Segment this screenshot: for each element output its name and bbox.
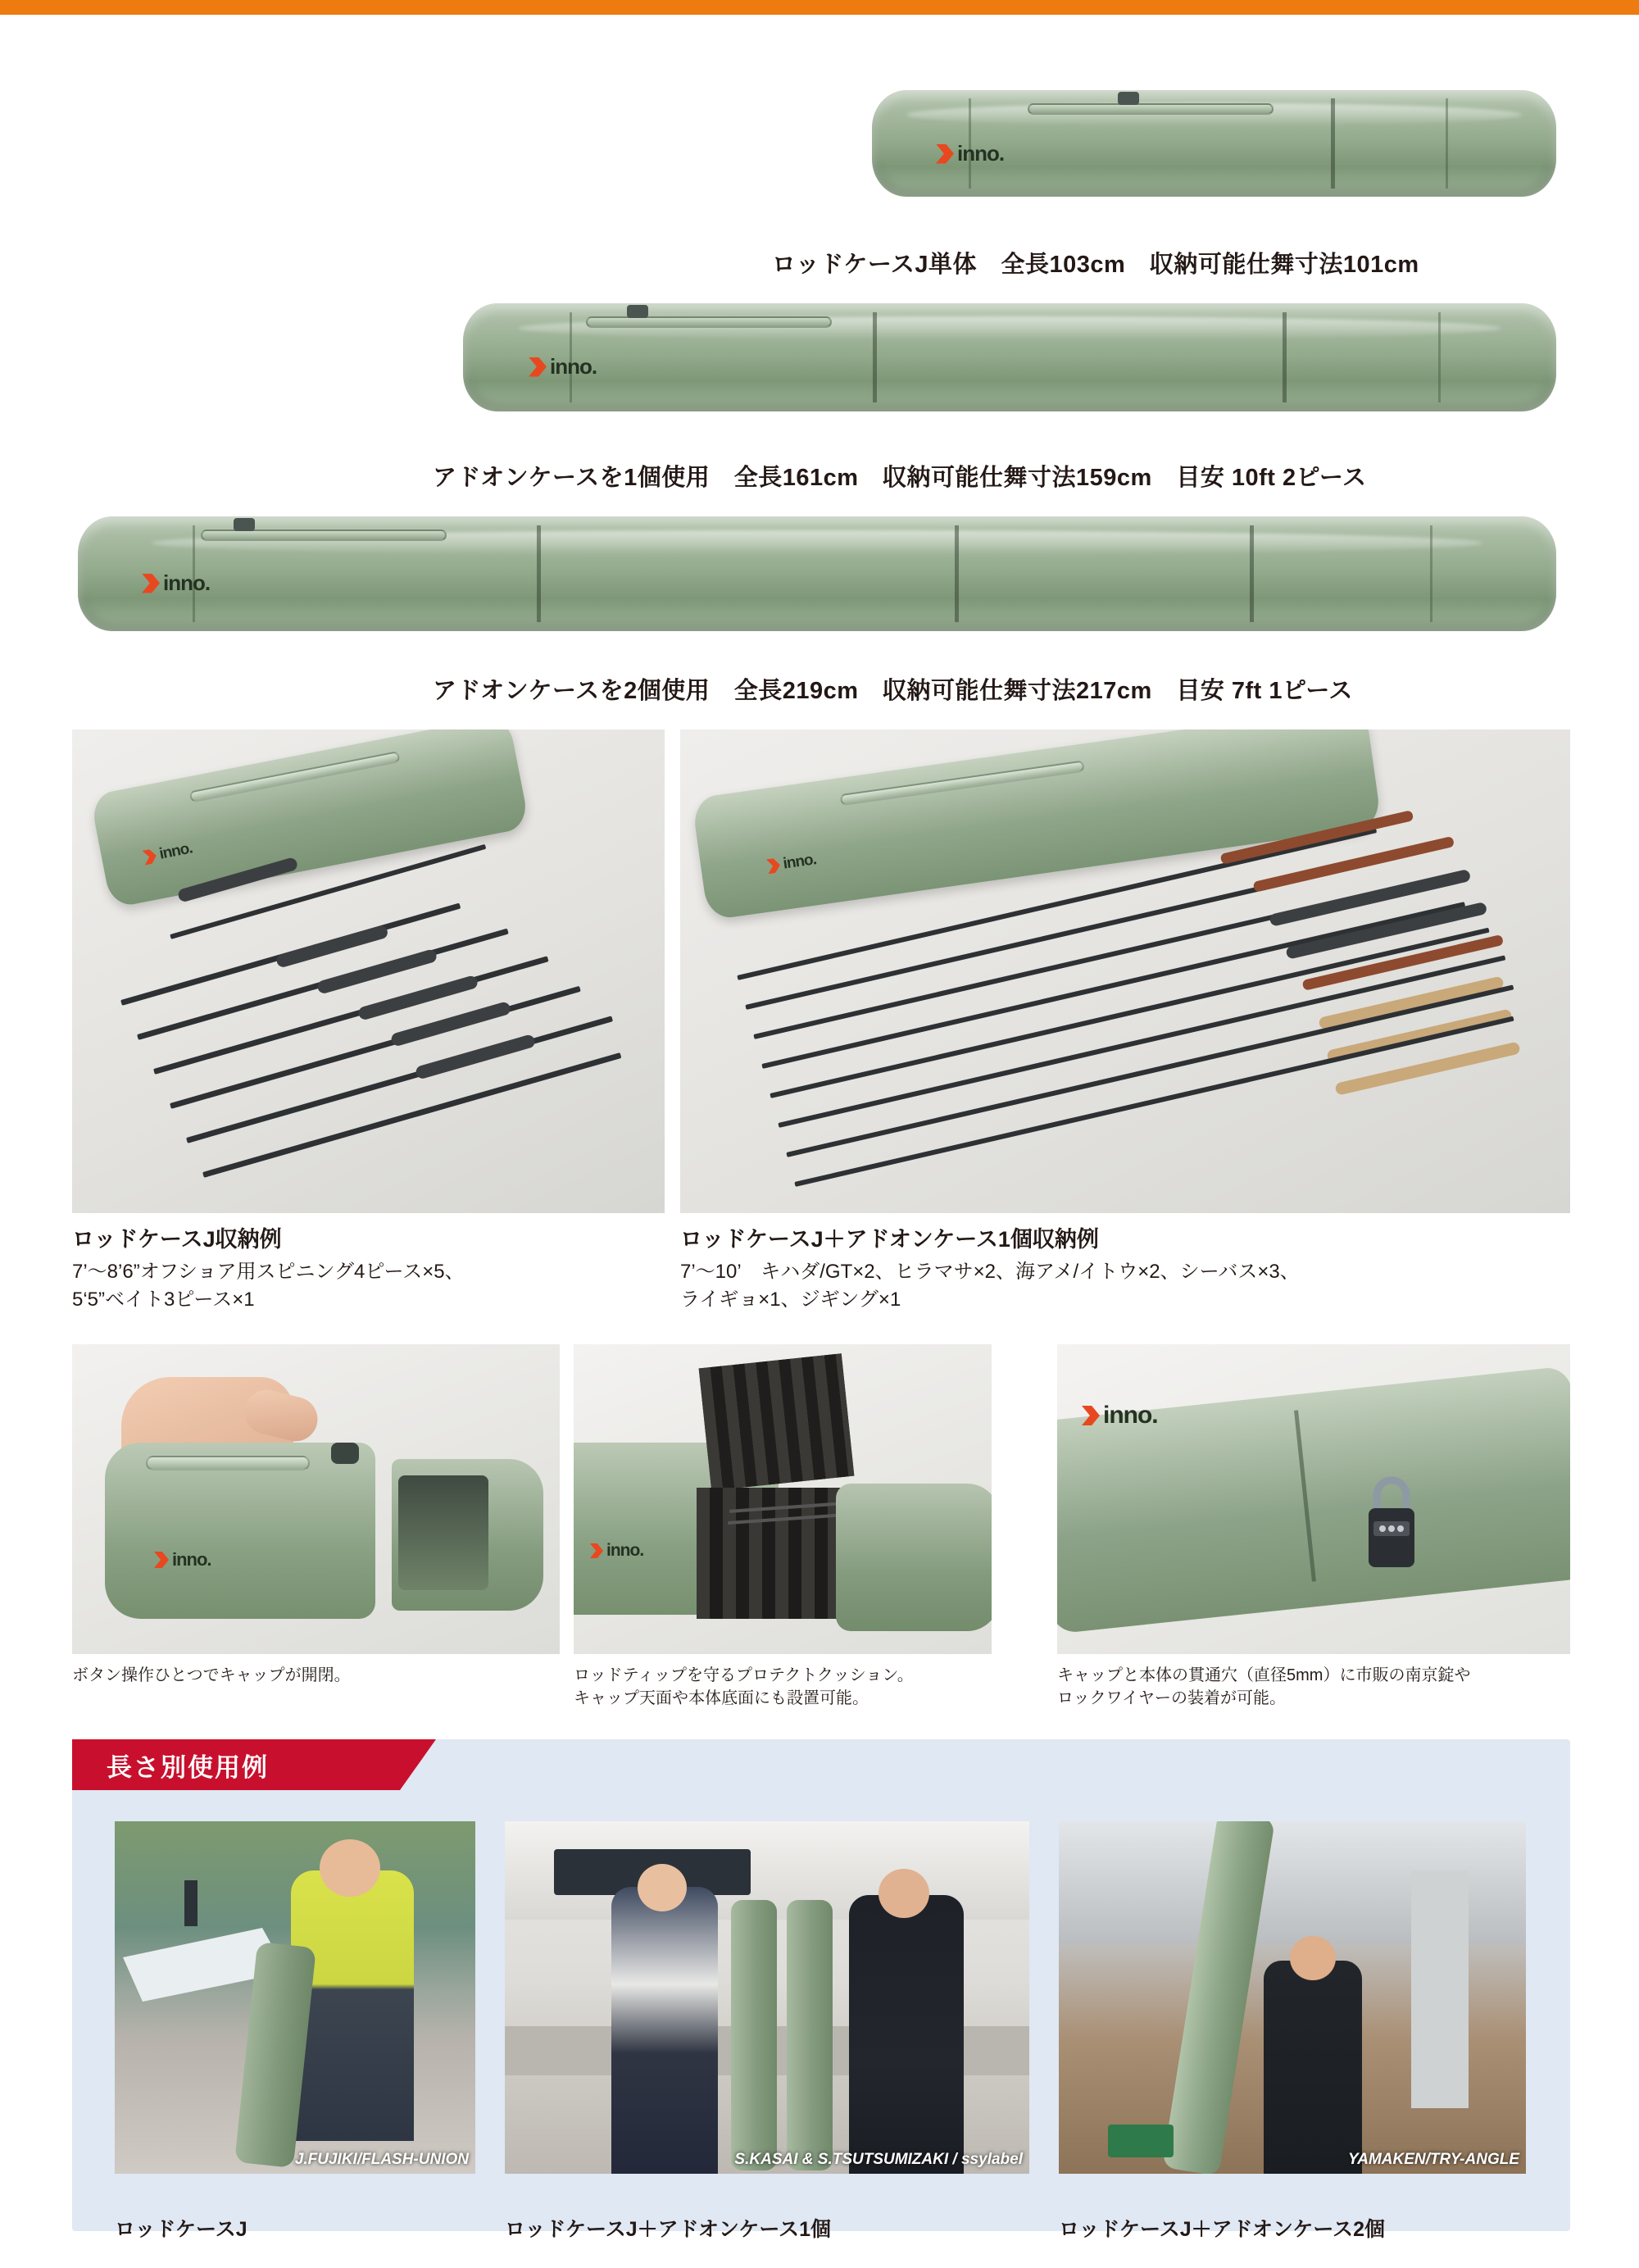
person-right (849, 1895, 964, 2174)
case-photo-addon1 (463, 303, 1556, 411)
feature-caption-line-1: キャップと本体の貫通穴（直径5mm）に市販の南京錠や (1057, 1666, 1471, 1684)
usage-section-ribbon (72, 1739, 400, 1790)
padlock-icon (1352, 1467, 1431, 1574)
person-head (1290, 1936, 1336, 1980)
floor-sign (1108, 2125, 1174, 2157)
brand-logo-text: inno. (782, 851, 818, 873)
case-seam (1250, 525, 1254, 622)
case-seam (1283, 312, 1287, 403)
release-button-icon (331, 1443, 359, 1464)
storage-caption-line-2: ライギョ×1、ジギング×1 (680, 1289, 901, 1311)
storage-caption-title: ロッドケースJ＋アドオンケース1個収納例 (680, 1227, 1099, 1252)
storage-caption-line-2: 5‘5”ベイト3ピース×1 (72, 1289, 255, 1311)
feature-caption-cap-button (72, 1664, 564, 1687)
feature-caption-line-2: キャップ天面や本体底面にも設置可能。 (574, 1689, 869, 1708)
person-head (320, 1839, 380, 1897)
usage-card-credit: J.FUJIKI/FLASH-UNION (294, 2151, 469, 2168)
case-seam (1430, 525, 1432, 622)
usage-card-single (115, 1821, 475, 2174)
feature-caption-line-1: ボタン操作ひとつでキャップが開閉。 (72, 1666, 351, 1684)
top-accent-bar (0, 0, 1639, 15)
inno-logo-icon (936, 144, 954, 164)
case-handle (586, 316, 832, 328)
usage-label-addon1: ロッドケースJ＋アドオンケース1個 (505, 2218, 832, 2241)
feature-caption-cushion (574, 1664, 1000, 1711)
brand-logo-text: inno. (957, 141, 1005, 166)
brand-logo-text: inno. (550, 354, 597, 379)
brand-logo (1082, 1402, 1158, 1429)
case-latch (627, 305, 648, 318)
brand-logo (142, 839, 193, 866)
foam-cushion-upper (699, 1353, 855, 1490)
case-photo-single (872, 90, 1556, 197)
inno-logo-icon (154, 1552, 169, 1568)
inno-logo-icon (142, 574, 160, 593)
case-handle (146, 1456, 310, 1470)
case-seam (1446, 98, 1448, 188)
feature-photo-cap-button (72, 1344, 560, 1654)
feature-photo-lock (1057, 1344, 1570, 1654)
case-seam (955, 525, 959, 622)
feature-photo-cushion (574, 1344, 992, 1654)
usage-section-label: 長さ別使用例 (107, 1752, 269, 1782)
case-seam (1438, 312, 1441, 403)
brand-logo-text: inno. (172, 1549, 211, 1570)
pillar (1411, 1870, 1469, 2108)
case-caption-addon2: アドオンケースを2個使用 全長219cm 収納可能仕舞寸法217cm 目安 7ft 1ピース (433, 678, 1353, 704)
storage-photo-addon1 (680, 729, 1570, 1213)
feature-caption-line-2: ロックワイヤーの装着が可能。 (1057, 1689, 1286, 1708)
cap-opening (398, 1475, 488, 1590)
case-photo-addon2 (78, 516, 1556, 631)
person-holding-long-case (1264, 1961, 1362, 2174)
inno-logo-icon (529, 357, 547, 377)
person-left (611, 1887, 718, 2174)
usage-card-credit: S.KASAI & S.TSUTSUMIZAKI / ssylabel (734, 2151, 1023, 2168)
storage-caption-line-1: 7’～8’6”オフショア用スピニング4ピース×5、 (72, 1261, 465, 1283)
brand-logo-text: inno. (1103, 1402, 1158, 1429)
brand-logo (936, 141, 1004, 166)
storage-caption-line-1: 7’～10’ キハダ/GT×2、ヒラマサ×2、海アメ/イトウ×2、シーバス×3、 (680, 1261, 1300, 1283)
brand-logo-text: inno. (157, 839, 194, 863)
brand-logo (529, 354, 597, 380)
storage-caption-title: ロッドケースJ収納例 (72, 1227, 282, 1252)
inno-logo-icon (766, 857, 781, 874)
brand-logo (154, 1549, 211, 1570)
case-handle (1028, 103, 1274, 115)
usage-label-addon2: ロッドケースJ＋アドオンケース2個 (1059, 2218, 1386, 2241)
usage-card-addon1 (505, 1821, 1029, 2174)
brand-logo (766, 851, 818, 875)
brand-logo-text: inno. (163, 570, 211, 595)
storage-photo-single (72, 729, 665, 1213)
case-cap-in-photo (836, 1484, 992, 1631)
person-right-head (879, 1869, 929, 1918)
feature-caption-lock (1057, 1664, 1582, 1711)
person-left-head (638, 1864, 687, 1911)
inno-logo-icon (590, 1543, 603, 1558)
brand-logo-text: inno. (606, 1541, 644, 1560)
case-seam (873, 312, 877, 403)
inno-logo-icon (1082, 1406, 1100, 1425)
storage-caption-single (72, 1221, 679, 1314)
case-latch (234, 518, 255, 531)
case-caption-addon1: アドオンケースを1個使用 全長161cm 収納可能仕舞寸法159cm 目安 10ft 2ピース (433, 465, 1367, 491)
usage-label-single: ロッドケースJ (115, 2218, 247, 2241)
case-seam (1331, 98, 1335, 188)
case-handle (201, 530, 447, 541)
usage-card-addon2 (1059, 1821, 1526, 2174)
angler (184, 1880, 197, 1926)
storage-caption-addon1 (680, 1221, 1573, 1314)
case-caption-single: ロッドケースJ単体 全長103cm 収納可能仕舞寸法101cm (772, 252, 1419, 278)
rod-case-held-1 (731, 1900, 777, 2170)
usage-examples-panel (72, 1739, 1570, 2231)
usage-card-credit: YAMAKEN/TRY-ANGLE (1348, 2151, 1519, 2168)
brand-logo (142, 570, 210, 596)
feature-caption-line-1: ロッドティップを守るプロテクトクッション。 (574, 1666, 914, 1684)
brand-logo (590, 1541, 643, 1561)
inno-logo-icon (142, 848, 157, 866)
case-latch (1118, 92, 1139, 105)
rod-case-held-2 (787, 1900, 833, 2170)
case-seam (537, 525, 541, 622)
